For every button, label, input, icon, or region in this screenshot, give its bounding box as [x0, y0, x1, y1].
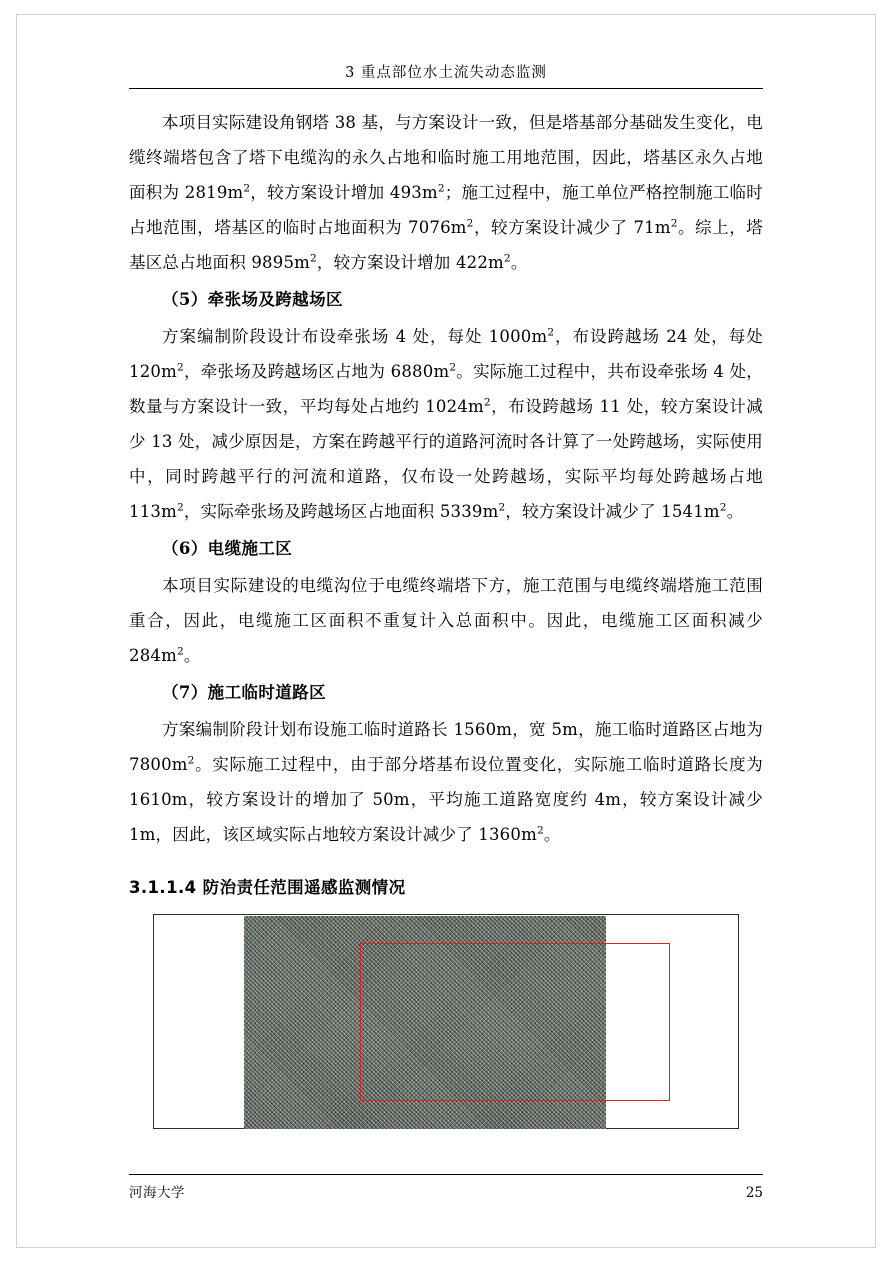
subheading-tension-crossing-site — [129, 282, 763, 317]
paragraph-tension-crossing-site — [129, 319, 763, 529]
paragraph-text: 方案编制阶段计划布设施工临时道路长 1560m，宽 5m，施工临时道路区占地为 $7800m^2$。实际施工过程中，由于部分塔基布设位置变化，实际施工临时道路长度为 1610m，较方案设计的增加了 50m，平均施工道路宽度约 4m，较方案设计减少 1m，因此，该区域实际占地较方案设计减少了 $1360m^2$。 — [129, 720, 763, 844]
paragraph-text: 本项目实际建设的电缆沟位于电缆终端塔下方，施工范围与电缆终端塔施工范围重合，因此，电缆施工区面积不重复计入总面积中。因此，电缆施工区面积减少 $284m^2$。 — [129, 576, 763, 665]
paragraph-cable-construction-area — [129, 568, 763, 673]
subheading-text: （6）电缆施工区 — [162, 539, 293, 558]
figure-frame — [153, 914, 739, 1129]
paragraph-text: 方案编制阶段设计布设牵张场 4 处，每处 $1000m^2$，布设跨越场 24 处，每处 $120m^2$，牵张场及跨越场区占地为 $6880m^2$。实际施工过程中，共布设牵张场 4 处，数量与方案设计一致，平均每处占地约 $1024m^2$，布设跨越场 11 处，较方案设计减少 13 处，减少原因是，方案在跨越平行的道路河流时各计算了一处跨越场，实际使用中，同时跨越平行的河流和道路，仅布设一处跨越场，实际平均每处跨越场占地 $113m^2$，实际牵张场及跨越场区占地面积 $5339m^2$，较方案设计减少了 $1541m^2$。 — [129, 326, 764, 521]
footer-institution: 河海大学 — [129, 1185, 185, 1201]
figure-container — [129, 914, 763, 1129]
section-heading-3-1-1-4: 3.1.1.4 防治责任范围遥感监测情况 — [129, 878, 406, 897]
subheading-cable-construction-area — [129, 531, 763, 566]
subheading-text: （7）施工临时道路区 — [162, 683, 326, 702]
page-footer — [129, 1174, 763, 1201]
page-content — [129, 61, 763, 1129]
remote-sensing-image — [244, 916, 606, 1129]
paragraph-temporary-road-area — [129, 712, 763, 852]
body-text-block — [129, 105, 763, 852]
subheading-temporary-road-area — [129, 675, 763, 710]
page-sheet — [16, 14, 876, 1248]
paragraph-text: 本项目实际建设角钢塔 38 基，与方案设计一致，但是塔基部分基础发生变化，电缆终端塔包含了塔下电缆沟的永久占地和临时施工用地范围，因此，塔基区永久占地面积为 $2819m^2$，较方案设计增加 $493m^2$；施工过程中，施工单位严格控制施工临时占地范围，塔基区的临时占地面积为 $7076m^2$，较方案设计减少了 $71m^2$。综上，塔基区总占地面积 $9895m^2$，较方案设计增加 $422m^2$。 — [129, 113, 764, 272]
red-boundary-annotation — [360, 943, 670, 1101]
footer-page-number: 25 — [745, 1185, 763, 1201]
paragraph-tower-base — [129, 105, 763, 280]
subheading-text: （5）牵张场及跨越场区 — [162, 290, 343, 309]
running-header: 3 重点部位水土流失动态监测 — [129, 61, 763, 89]
